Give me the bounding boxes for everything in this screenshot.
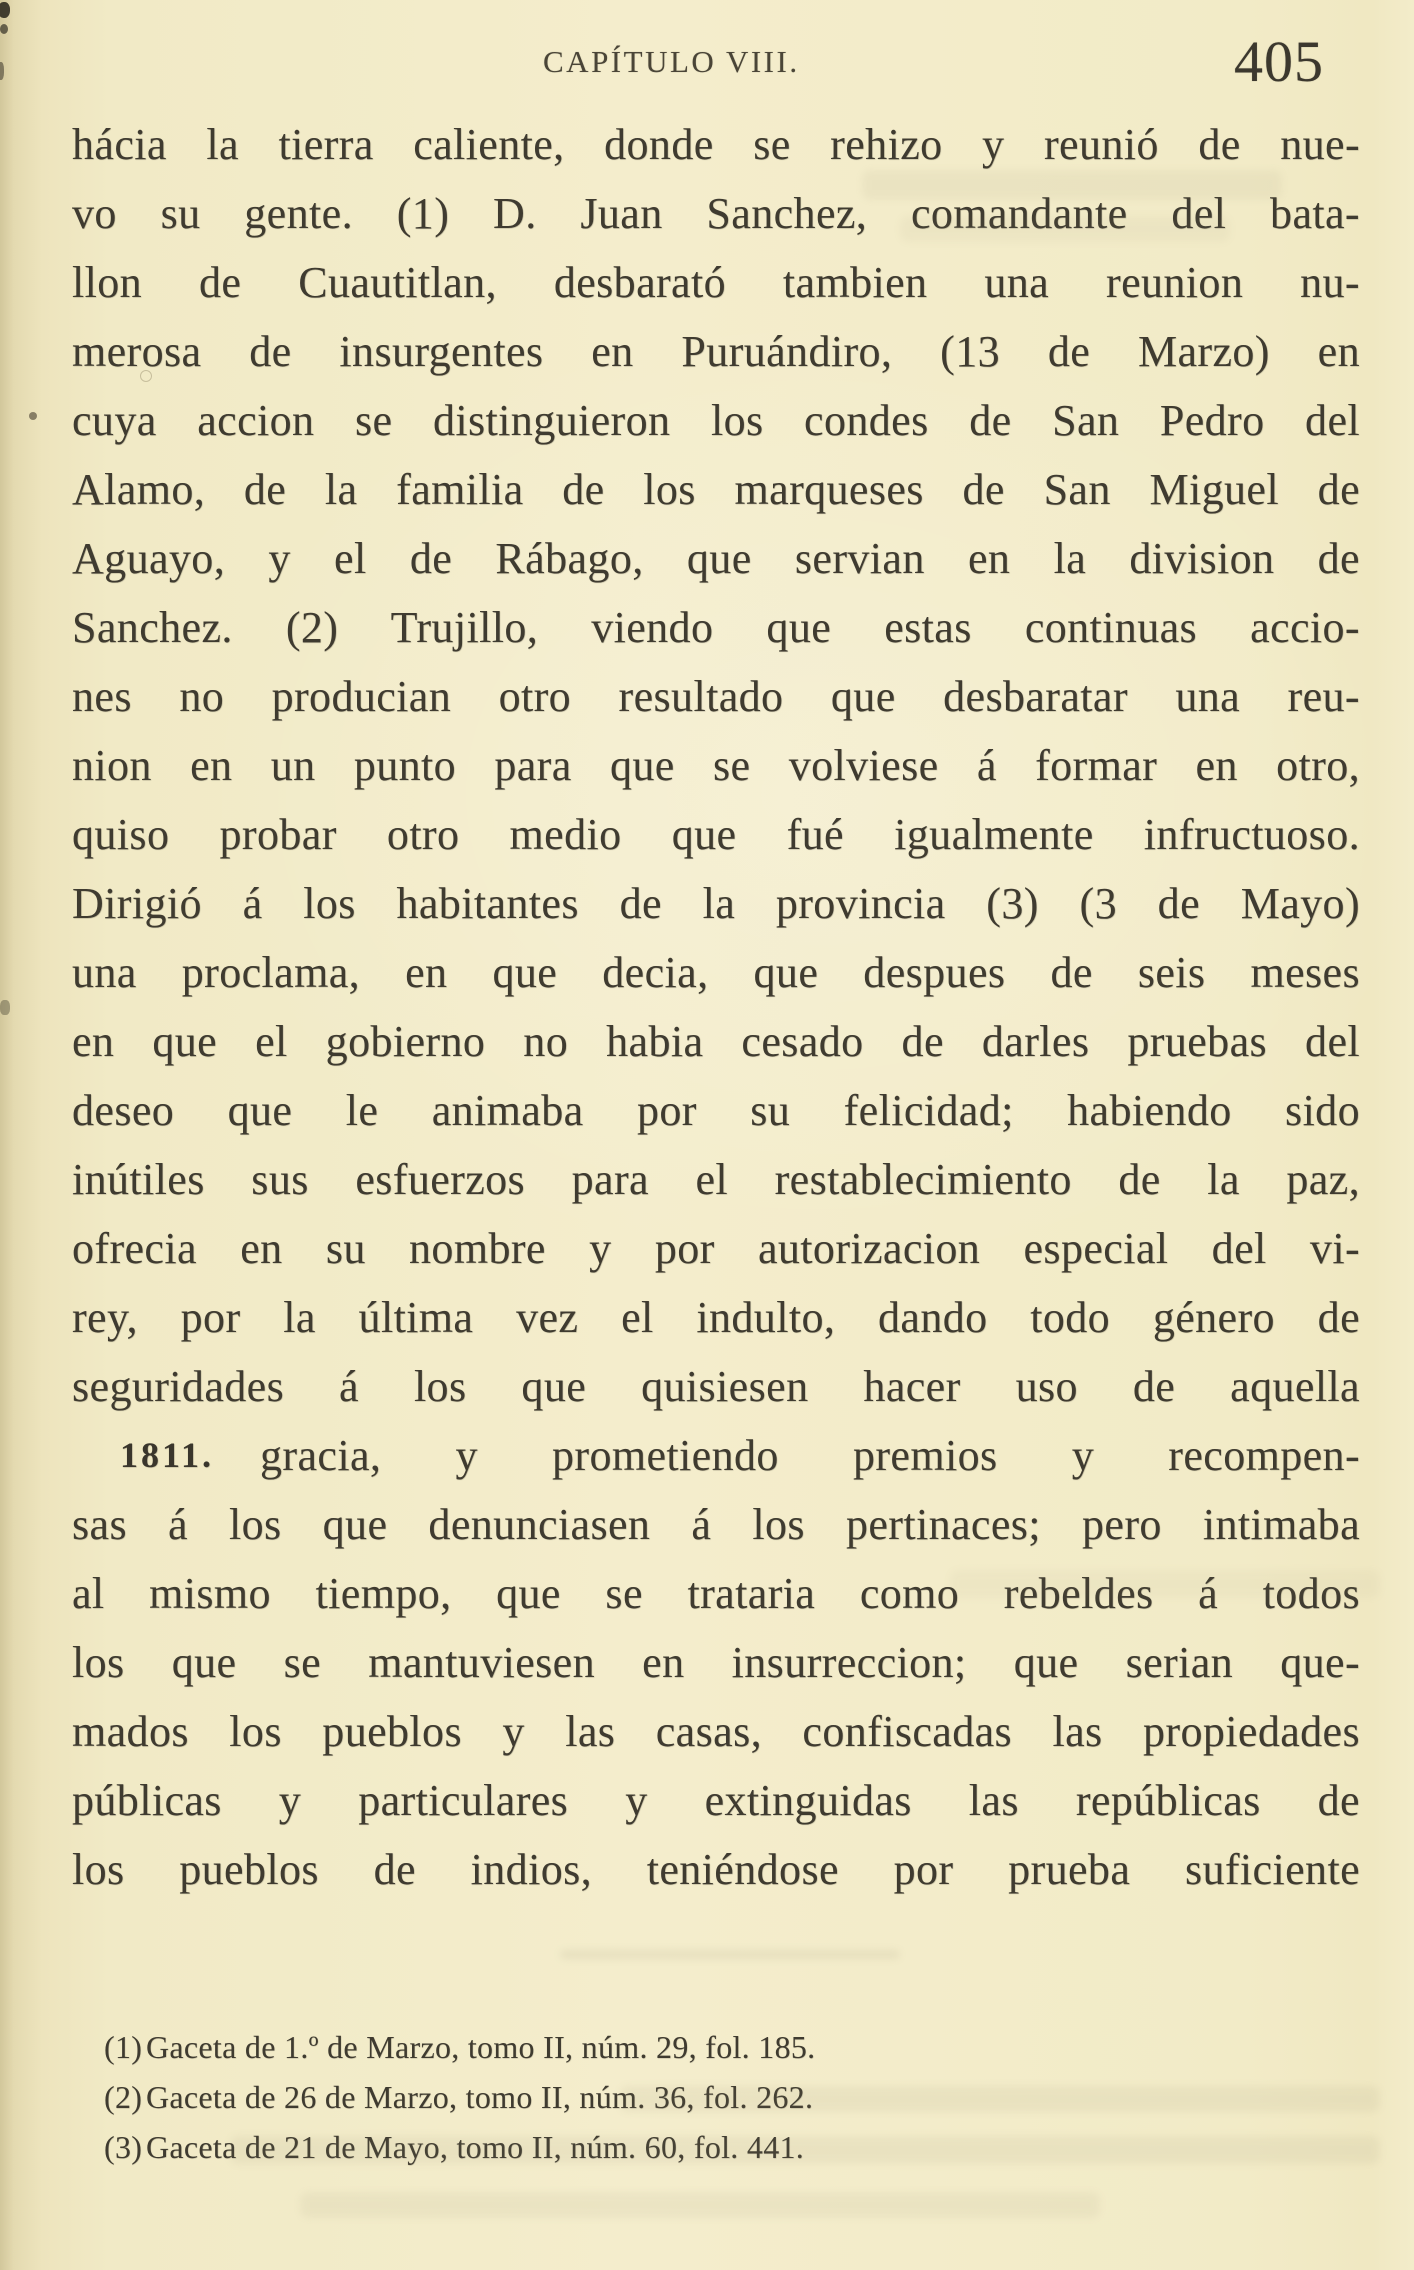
text-line: nes no producian otro resultado que desbaratar una reu-	[72, 672, 1360, 721]
year-marginal-label: 1811.	[120, 1435, 215, 1475]
text-line: mados los pueblos y las casas, confiscadas las propiedades	[72, 1707, 1360, 1756]
text-line: Sanchez. (2) Trujillo, viendo que estas continuas accio-	[72, 603, 1360, 652]
scan-edge-mark	[0, 62, 4, 80]
scan-edge-mark	[0, 1000, 10, 1015]
text-line: hácia la tierra caliente, donde se rehizo y reunió de nue-	[72, 120, 1360, 169]
footnotes-block	[104, 2022, 1304, 2172]
text-line: llon de Cuautitlan, desbarató tambien una reunion nu-	[72, 258, 1360, 307]
text-line: una proclama, en que decia, que despues de seis meses	[72, 948, 1360, 997]
text-line: nion en un punto para que se volviese á formar en otro,	[72, 741, 1360, 790]
text-line: los pueblos de indios, teniéndose por prueba suficiente	[72, 1845, 1360, 1894]
text-line: inútiles sus esfuerzos para el restablecimiento de la paz,	[72, 1155, 1360, 1204]
text-line: deseo que le animaba por su felicidad; habiendo sido	[72, 1086, 1360, 1135]
footnote-text: Gaceta de 1.º de Marzo, tomo II, núm. 29, fol. 185.	[146, 2029, 816, 2065]
footnote-marker: (2)	[104, 2079, 143, 2115]
text-line: en que el gobierno no habia cesado de darles pruebas del	[72, 1017, 1360, 1066]
footnote-text: Gaceta de 21 de Mayo, tomo II, núm. 60, fol. 441.	[146, 2129, 805, 2165]
text-line: sas á los que denunciasen á los pertinaces; pero intimaba	[72, 1500, 1360, 1549]
scan-edge-mark	[0, 24, 8, 34]
text-line: rey, por la última vez el indulto, dando todo género de	[72, 1293, 1360, 1342]
bleed-through-smudge	[300, 2192, 1100, 2218]
footnote	[104, 2022, 1304, 2072]
footnote-marker: (3)	[104, 2129, 143, 2165]
body-text-block	[72, 110, 1360, 1904]
text-line: al mismo tiempo, que se trataria como rebeldes á todos	[72, 1569, 1360, 1618]
text-line: cuya accion se distinguieron los condes de San Pedro del	[72, 396, 1360, 445]
text-line: Dirigió á los habitantes de la provincia (3) (3 de Mayo)	[72, 879, 1360, 928]
text-line: seguridades á los que quisiesen hacer uso de aquella	[72, 1362, 1360, 1411]
text-line: Alamo, de la familia de los marqueses de San Miguel de	[72, 465, 1360, 514]
text-line: vo su gente. (1) D. Juan Sanchez, comandante del bata-	[72, 189, 1360, 238]
text-line: gracia, y prometiendo premios y recompen-	[260, 1431, 1360, 1480]
footnote-marker: (1)	[104, 2029, 143, 2065]
page-number: 405	[1234, 29, 1324, 94]
footnote	[104, 2072, 1304, 2122]
text-line: ofrecia en su nombre y por autorizacion especial del vi-	[72, 1224, 1360, 1273]
text-line: quiso probar otro medio que fué igualmente infructuoso.	[72, 810, 1360, 859]
scan-edge-mark	[0, 2, 10, 18]
text-line: públicas y particulares y extinguidas las repúblicas de	[72, 1776, 1360, 1825]
footnote-text: Gaceta de 26 de Marzo, tomo II, núm. 36, fol. 262.	[146, 2079, 814, 2115]
text-line-with-year-marginal	[72, 1421, 1360, 1490]
text-line: Aguayo, y el de Rábago, que servian en la division de	[72, 534, 1360, 583]
text-line: merosa de insurgentes en Puruándiro, (13 de Marzo) en	[72, 327, 1360, 376]
chapter-running-header: CAPÍTULO VIII.	[543, 44, 800, 79]
text-line: los que se mantuviesen en insurreccion; que serian que-	[72, 1638, 1360, 1687]
bleed-through-smudge	[560, 1950, 900, 1959]
ink-speck	[29, 412, 37, 420]
footnote	[104, 2122, 1304, 2172]
